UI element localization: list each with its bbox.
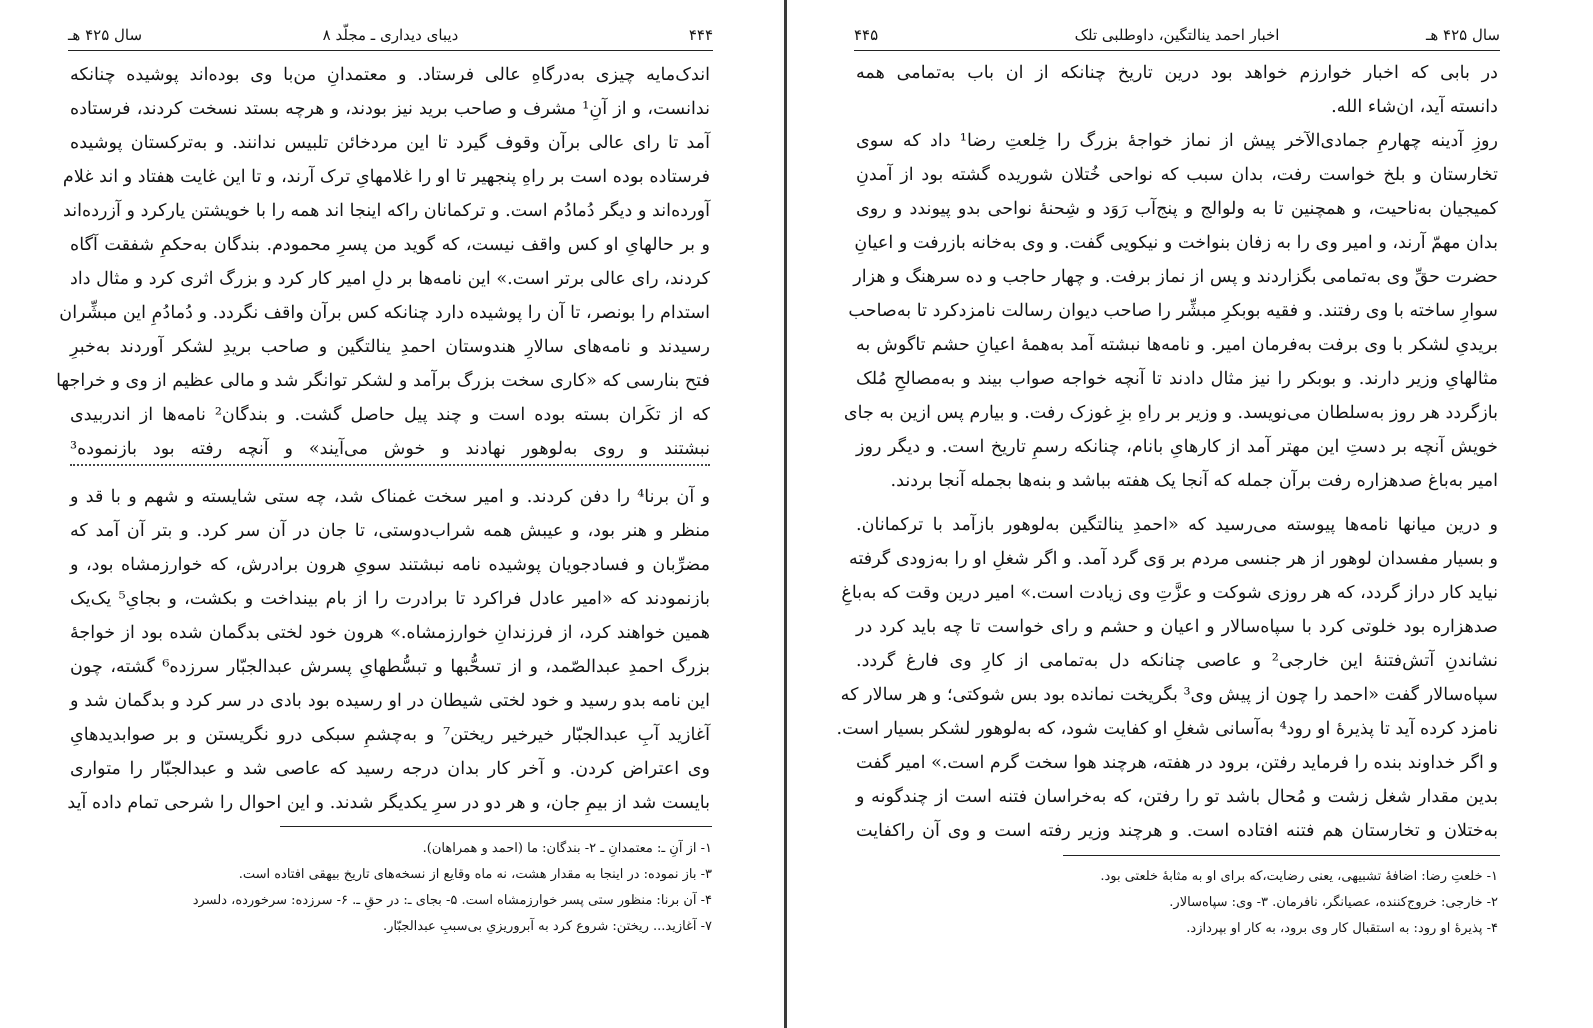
text-line: بدان مهمّ آرند، و امیر وی را به زفان بنواخت و نیکویی گفت. و وی به‌خانه بازرفت و اعیانِ	[854, 233, 1498, 253]
text-line: بریدیِ لشکر با وی برفت به‌فرمان امیر. و نامه‌ها نبشته آمد به‌همهٔ اعیانِ حشم تاگوش به	[856, 335, 1498, 355]
body-text-top	[56, 58, 710, 466]
text-line: استدام را بونصر، تا آن را پوشیده دارد چنانکه کس برآن واقف نگردد. و دُمادُمِ این مبشِّران	[59, 303, 710, 323]
text-line: مثالهایِ وزیر دارند. و بوبکر را نیز مثال دادند تا آنچه خواجه صواب بیند و به‌مصالحِ مُلک	[856, 369, 1498, 389]
text-line: فتح بنارسی که «کاری سخت بزرگ برآمد و لشکر توانگر شد و مالی عظیم از وی و خراجها	[56, 371, 710, 391]
text-line: اندک‌مایه چیزی به‌درگاهِ عالی فرستاد. و معتمدانِ من‌با وی بوده‌اند پوشیده چنانکه	[70, 65, 710, 85]
section-separator	[70, 464, 710, 466]
running-title: دیبای دیداری ـ مجلّد ۸	[322, 26, 459, 44]
text-line: صدهزاره بود خلوتی کرد با سپاه‌سالار و اعیان و حشم و رای خواست تا چه باید کرد در	[856, 617, 1498, 637]
text-line: به‌ختلان و تخارستان هم فتنه افتاده است. و هرچند وزیر رفته است و وی آن راکفایت	[856, 821, 1498, 841]
text-line: و درین میانها نامه‌ها پیوسته می‌رسید که «احمدِ ینالتگین به‌لوهور بازآمد با ترکمانان.	[856, 515, 1498, 535]
text-line: روزِ آدینه چهارمِ جمادی‌الآخر پیش از نماز خواجهٔ بزرگ را خِلعتِ رضا¹ داد که سوی	[856, 131, 1498, 151]
footnotes	[90, 836, 712, 940]
text-line: آمد تا رای عالی برآن وقوف گیرد تا این مردخائن تلبیس ندانند. و به‌ترکستان پوشیده	[70, 133, 710, 153]
page-number: ۴۴۵	[854, 26, 879, 44]
text-line: مضرِّبان و فسادجویان پوشیده نامه نبشتند سویِ هرون برادرش، که خوارزمشاه بود، و	[70, 555, 710, 575]
body-text-bottom	[67, 480, 711, 820]
running-header	[854, 24, 1500, 51]
footnote: ۱- خلعتِ رضا: اضافهٔ تشبیهی، یعنی رضایت،که برای او به مثابهٔ خلعتی بود.	[1100, 869, 1498, 884]
text-line: فرستاده بوده است بر راهِ پنجهیر تا او را غلامهایِ ترک آرند، و تا این غایت هفتاد و اند غلام	[62, 167, 710, 187]
footnote: ۳- باز نموده: در اینجا به مقدار هشت، نه ماه وقایع از نسخه‌های تاریخ بیهقی افتاده است.	[238, 867, 712, 882]
right-page	[788, 0, 1593, 1028]
text-line: سوارِ ساخته با وی رفتند. و فقیه بوبکرِ مبشِّر را صاحب دیوان رسالت نامزدکرد تا به‌صاحب	[848, 301, 1498, 321]
text-line: بازنمودند که «امیر عادل فراکرد تا برادرت را از بام بینداخت و بکشت، و بجایِ⁵ یک‌یک	[70, 589, 710, 609]
footnote-rule	[1063, 855, 1500, 856]
page-gutter	[784, 0, 787, 1028]
footnote-rule	[280, 826, 712, 827]
text-line: کمیجیان به‌ناحیت، و همچنین تا به ولوالج و پنج‌آب رَوَد و شِحنهٔ نواحی بدو پیوندد و روی	[856, 199, 1498, 219]
text-line: بازگردد هر روز به‌سلطان می‌نویسد. و وزیر بر راهِ بزِ غوزک رفت. و بیارم پس ازین به جای	[843, 403, 1498, 423]
text-line: و بر حالهایِ او کس واقف نیست، که گوید من پسرِ محمودم. بندگان به‌حکمِ شفقت آگاه	[70, 235, 710, 255]
text-line: ندانست، و از آنِ¹ مشرف و صاحب برید نیز بودند، و هرچه بستد نسخت کردند، فرستاده	[70, 99, 710, 119]
footnote: ۲- خارجی: خروج‌کننده، عصیانگر، نافرمان. ۳- وی: سپاه‌سالار.	[1169, 895, 1498, 910]
text-line: و آن برنا⁴ را دفن کردند. و امیر سخت غمناک شد، چه ستی شایسته و شهم و با قد و	[70, 487, 710, 507]
running-header	[68, 24, 713, 51]
text-line: بایست شد از بیمِ جان، و هر دو در سرِ یکدیگر شدند. و این احوال را شرحی تمام داده آید	[67, 793, 710, 813]
text-line: سپاه‌سالار گفت «احمد را چون از پیش وی³ بگریخت نمانده بود بس شوکتی؛ و هر سالار که	[840, 685, 1498, 705]
text-line: نبشتند و روی به‌لوهور نهادند و خوش می‌آیند» و آنچه رفته بود بازنموده³	[70, 439, 710, 459]
footnote: ۴- پذیرهٔ او رود: به استقبال کار وی برود، به کار او بپردازد.	[1186, 921, 1498, 936]
text-line: منظر و هنر بود، و عیبش همه شراب‌دوستی، تا جان در آن سر کرد. و بتر آن آمد که	[70, 521, 710, 541]
text-line: همین خواهند کرد، از فرزندانِ خوارزمشاه.» هرون خود لختی بدگمان شده بود از خواجهٔ	[70, 623, 710, 643]
text-line: نشاندنِ آتش‌فتنهٔ این خارجی² و عاصی چنانکه دل به‌تمامی از کارِ وی فارغ گردد.	[856, 651, 1498, 671]
footnote: ۷- آغازید... ریختن: شروع کرد به آبروریزیِ بی‌سببِ عبدالجبّار.	[383, 919, 712, 934]
text-line: خویش آنچه بر دستِ این مهتر آمد از کارهایِ بانام، چنانکه رسمِ تاریخ است. و دیگر روز	[856, 437, 1498, 457]
text-line: نیاید کار دراز گردد، که هر روزی شوکت و عزَّتِ وی زیادت است.» امیر درین وقت که به‌باغِ	[841, 583, 1498, 603]
footnotes	[878, 864, 1498, 942]
text-line: تخارستان و بلخ خواست رفت، بدان سبب که نواحی خُتلان شوریده گشته بود از آمدنِ	[856, 165, 1498, 185]
text-line: آغازید آبِ عبدالجبّار خیرخیر ریختن⁷ و به‌چشمِ سبکی درو نگریستن و بر صوابدیدهایِ	[70, 725, 710, 745]
text-line: این نامه بدو رسید و خود لختی شیطان در او رسیده بود بادی در سر کرد و بدگمان شد و	[70, 691, 710, 711]
text-line: و بسیار مفسدان لوهور از هر جنسی مردم بر وَی گرد آمد. و اگر شغلِ او را به‌زودی گرفته	[849, 549, 1498, 569]
body-text-bottom	[836, 508, 1498, 848]
running-title: اخبار احمد ینالتگین، داوطلبی تلک	[1074, 26, 1280, 44]
text-line: حضرت حقِّ وی به‌تمامی بگزاردند و پس از نماز برفت. و چهار حاجب و ده سرهنگ و هزار	[853, 267, 1498, 287]
text-line: و اگر خداوند بنده را فرماید رفتن، برود در هفته، هرچند هوا سخت گرم است.» امیر گفت	[856, 753, 1498, 773]
text-line: نامزد کرده آید تا پذیرهٔ او رود⁴ به‌آسانی شغلِ او کفایت شود، که به‌لوهور لشکر بسیار است.	[836, 719, 1498, 739]
footnote: ۱- از آنِ ـ: معتمدانِ ـ ۲- بندگان: ما (احمد و همراهان).	[422, 841, 712, 856]
text-line: امیر به‌باغ صدهزاره رفت برآن جمله که آنجا یک هفته بباشد و بنه‌ها بجمله آنجا بردند.	[890, 471, 1498, 491]
left-page	[0, 0, 785, 1028]
text-line: بزرگ احمدِ عبدالصّمد، و از تسحُّبها و تبسُّطهایِ پسرش عبدالجبّار سرزده⁶ گشته، چون	[70, 657, 711, 677]
text-line: آورده‌اند و دیگر دُمادُم است. و ترکمانان راکه اینجا اند همه را با خویشتن یارکرد و آزرده‌اند	[62, 201, 710, 221]
year-label: سال ۴۲۵ هـ	[68, 26, 143, 44]
page-number: ۴۴۴	[688, 26, 713, 44]
text-line: بدین مقدار شغل زشت و مُحال باشد تو را رفتن، که به‌خراسان فتنه است از چندگونه و	[856, 787, 1498, 807]
text-line: رسیدند و نامه‌های سالارِ هندوستان احمدِ ینالتگین و صاحب بریدِ لشکر آوردند به‌خبرِ	[70, 337, 710, 357]
text-line: که از تکَران بسته بوده است و چند پیل حاصل گشت. و بندگان² نامه‌ها از اندربیدی	[70, 405, 710, 425]
year-label: سال ۴۲۵ هـ	[1425, 26, 1500, 44]
text-line: دانسته آید، ان‌شاء الله.	[1331, 97, 1498, 117]
body-text-top	[843, 56, 1498, 498]
footnote: ۴- آن برنا: منظور ستی پسر خوارزمشاه است. ۵- بجای ـ: در حقِ ـ. ۶- سرزده: سرخورده، دلسرد	[192, 893, 712, 908]
text-line: در بابی که اخبار خوارزم خواهد بود درین تاریخ چنانکه از ان باب به‌تمامی همه	[856, 63, 1498, 83]
text-line: کردند، رای عالی برتر است.» این نامه‌ها بر دلِ امیر کار کرد و بزرگ اثری کرد و مثال داد	[70, 269, 710, 289]
text-line: وی اعتراض کردن. و آخر کار بدان درجه رسید که عاصی شد و عبدالجبّار را متواری	[70, 759, 710, 779]
